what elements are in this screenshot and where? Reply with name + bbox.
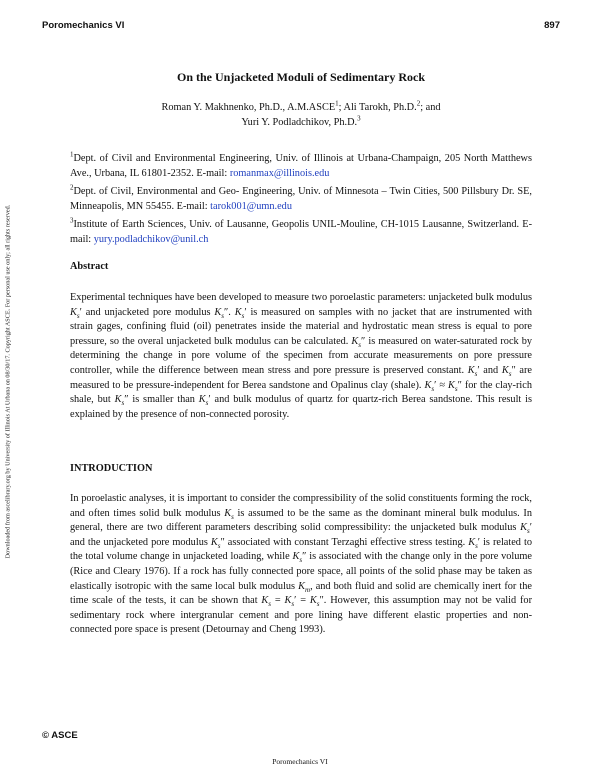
affiliation-mark: 2 bbox=[416, 99, 421, 108]
affiliation-number: 3 bbox=[70, 216, 74, 225]
affiliation-text: Dept. of Civil and Environmental Engineering, Univ. of Illinois at Urbana-Champaign, 205 North Matthews Ave., Urbana, IL 61801-2352. E-mail: bbox=[70, 153, 532, 179]
affiliation-2 bbox=[70, 185, 532, 214]
introduction-body bbox=[70, 492, 532, 638]
email-link[interactable]: romanmax@illinois.edu bbox=[229, 167, 330, 179]
affiliation-mark: 3 bbox=[357, 114, 361, 123]
author-name: ; Ali Tarokh, Ph.D. bbox=[338, 102, 417, 113]
author-separator: ; and bbox=[420, 102, 441, 113]
affiliation-mark: 1 bbox=[335, 99, 339, 108]
author-list bbox=[70, 101, 532, 130]
running-header: Poromechanics VI bbox=[42, 20, 125, 31]
abstract-paragraph: Experimental techniques have been developed to measure two poroelastic parameters: unjacketed bulk modulus $K_s'$ and unjacketed pore modulus $K_s''$. $K_s'$ is measured on samples with no jacket that are instrumented with strain gages, confining fluid (oil) penetrates inside the material and hydrostatic mean stress is equal to pore pressure, so the overal unjacketed bulk modulus can be calculated. $K_s''$ is measured on water-saturated rock by determining the change in pore volume of the specimen from accurate measurements on pore pressure controller, while the difference between mean stress and pore pressure is preserved constant. $K_s'$ and $K_s''$ are measured to be pressure-independent for Berea sandstone and Opalinus clay (shale). $K_s' \approx K_s''$ for the clay-rich shale, but $K_s''$ is smaller than $K_s'$ and bulk modulus of quartz for quartz-rich Berea sandstone. This result is explained by the presence of non-connected porosity. bbox=[70, 292, 533, 420]
email-link[interactable]: tarok001@umn.edu bbox=[210, 200, 292, 212]
affiliation-number: 2 bbox=[70, 183, 74, 192]
paper-title: On the Unjacketed Moduli of Sedimentary Rock bbox=[177, 70, 425, 84]
affiliation-1 bbox=[70, 152, 532, 181]
download-notice: Downloaded from ascelibrary.org by University of Illinois At Urbana on 08/30/17. Copyright ASCE. For personal use only; all rights reserved. bbox=[4, 204, 12, 559]
copyright-notice: © ASCE bbox=[42, 730, 78, 741]
affiliation-text: Institute of Earth Sciences, Univ. of Lausanne, Geopolis UNIL-Mouline, CH-1015 Lausanne, Switzerland. E-mail: bbox=[70, 219, 532, 245]
affiliations bbox=[70, 152, 532, 252]
affiliation-number: 1 bbox=[70, 150, 74, 159]
affiliation-text: Dept. of Civil, Environmental and Geo- Engineering, Univ. of Minnesota – Twin Cities, 500 Pillsbury Dr. SE, Minneapolis, MN 55455. E-mail: bbox=[70, 186, 532, 212]
abstract-heading: Abstract bbox=[70, 261, 109, 272]
abstract-body bbox=[70, 291, 532, 422]
affiliation-3 bbox=[70, 218, 532, 247]
page-number: 897 bbox=[544, 20, 560, 31]
author-name: Yuri Y. Podladchikov, Ph.D. bbox=[241, 116, 358, 128]
introduction-paragraph: In poroelastic analyses, it is important to consider the compressibility of the solid constituents forming the rock, and often times solid bulk modulus $K_s$ is assumed to be the same as the dominant mineral bulk modulus. In general, there are two different parameters describing solid compressibility: the unjacketed bulk modulus $K_s'$ and the unjacketed pore modulus $K_s''$ associated with constant Terzaghi effective stress testing. $K_s'$ is related to the total volume change in unjacketed loading, while $K_s''$ is associated with the change only in the pore volume (Rice and Cleary 1976). If a rock has fully connected pore space, all points of the solid phase may be taken as elastically isotropic with the same local bulk modulus $K_m$, and both fluid and solid are chemically inert for the time scale of the tests, it can be shown that $K_s = K_s' = K_s''$. However, this assumption may not be valid for sedimentary rock where intergranular cement and pore lining have different elastic properties and non-connected pore space is present (Detournay and Cheng 1993). bbox=[70, 493, 532, 636]
introduction-heading: INTRODUCTION bbox=[70, 463, 153, 474]
author-name: Roman Y. Makhnenko, Ph.D., A.M.ASCE bbox=[161, 102, 336, 113]
page-footer: Poromechanics VI bbox=[272, 757, 328, 766]
email-link[interactable]: yury.podladchikov@unil.ch bbox=[93, 233, 209, 245]
